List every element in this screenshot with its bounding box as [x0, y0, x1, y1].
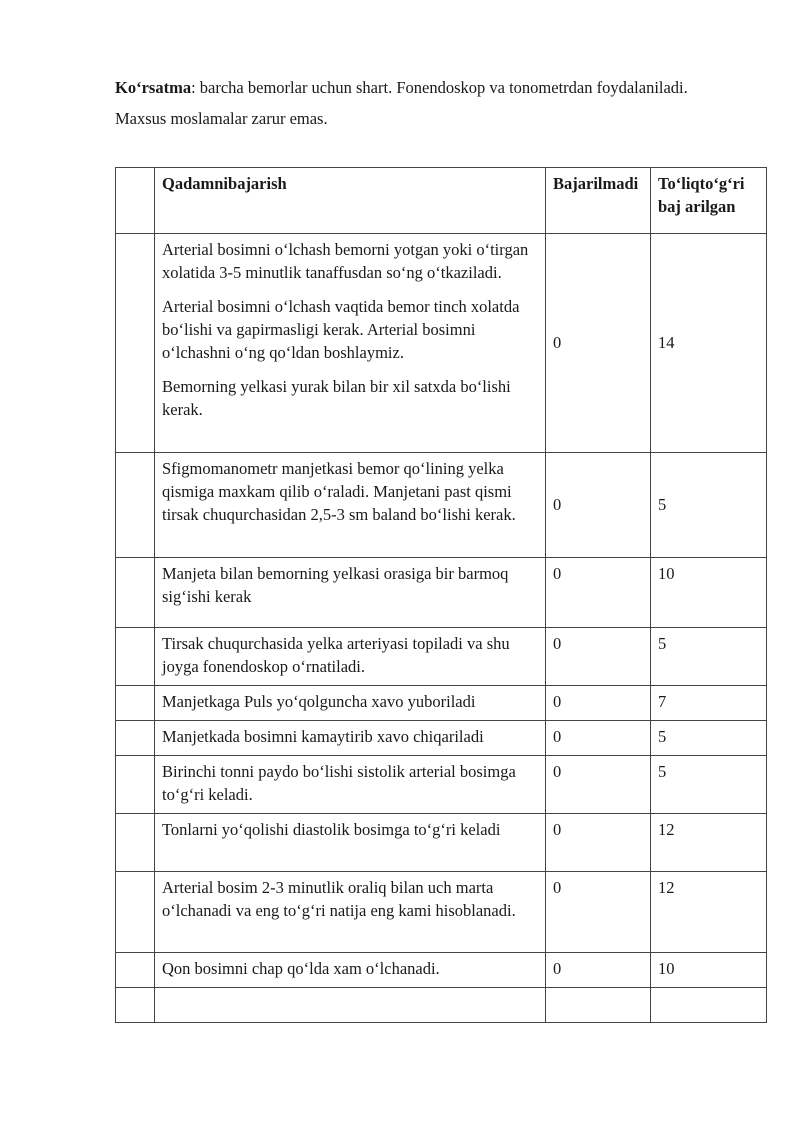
table-row: [116, 453, 767, 558]
table-row: [116, 814, 767, 872]
score-not-done-cell: 0: [546, 814, 651, 872]
step-text: Tonlarni yo‘qolishi diastolik bosimga to‘g‘ri keladi: [162, 820, 501, 839]
row-index-cell: [116, 686, 155, 721]
row-index-cell: [116, 628, 155, 686]
score-done-cell: 5: [651, 721, 767, 756]
step-text: Arterial bosimni o‘lchash bemorni yotgan yoki o‘tirgan xolatida 3-5 minutlik tanaffusdan so‘ng o‘tkaziladi.: [162, 240, 529, 282]
instructions-label: Ko‘rsatma: [115, 78, 192, 97]
score-not-done-cell: 0: [546, 953, 651, 988]
step-cell: [155, 872, 546, 953]
score-done-cell: 14: [651, 234, 767, 453]
score-not-done-cell: 0: [546, 628, 651, 686]
header-done: To‘liqto‘g‘ri baj arilgan: [651, 168, 767, 234]
score-not-done-cell: [546, 988, 651, 1023]
score-done-cell: 10: [651, 953, 767, 988]
table-row: [116, 988, 767, 1023]
row-index-cell: [116, 756, 155, 814]
row-index-cell: [116, 721, 155, 756]
step-cell: [155, 453, 546, 558]
row-index-cell: [116, 234, 155, 453]
instructions-text: : barcha bemorlar uchun shart. Fonendoskop va tonometrdan foydalaniladi.: [191, 78, 688, 97]
row-index-cell: [116, 558, 155, 628]
step-cell: [155, 686, 546, 721]
table-row: [116, 558, 767, 628]
score-not-done-cell: 0: [546, 686, 651, 721]
step-cell: [155, 234, 546, 453]
step-text: Arterial bosim 2-3 minutlik oraliq bilan uch marta o‘lchanadi va eng to‘g‘ri natija eng kami hisoblanadi.: [162, 878, 516, 920]
row-index-cell: [116, 453, 155, 558]
step-text: Manjeta bilan bemorning yelkasi orasiga bir barmoq sig‘ishi kerak: [162, 564, 509, 606]
score-not-done-cell: 0: [546, 872, 651, 953]
step-text: Manjetkaga Puls yo‘qolguncha xavo yuboriladi: [162, 692, 476, 711]
score-done-cell: 12: [651, 814, 767, 872]
score-done-cell: 5: [651, 628, 767, 686]
checklist-table: [115, 167, 767, 1023]
instructions-line-2: Maxsus moslamalar zarur emas.: [115, 109, 328, 128]
step-cell: [155, 558, 546, 628]
score-done-cell: 10: [651, 558, 767, 628]
table-row: [116, 953, 767, 988]
instructions-line-1: [115, 76, 695, 99]
step-text: Sfigmomanometr manjetkasi bemor qo‘lining yelka qismiga maxkam qilib o‘raladi. Manjetani past qismi tirsak chuqurchasidan 2,5-3 sm baland bo‘lishi kerak.: [162, 459, 516, 524]
row-index-cell: [116, 953, 155, 988]
step-cell: [155, 953, 546, 988]
score-done-cell: 7: [651, 686, 767, 721]
score-done-cell: 5: [651, 756, 767, 814]
score-not-done-cell: 0: [546, 756, 651, 814]
step-cell: [155, 814, 546, 872]
step-text: Qon bosimni chap qo‘lda xam o‘lchanadi.: [162, 959, 440, 978]
table-row: [116, 686, 767, 721]
step-cell: [155, 628, 546, 686]
score-not-done-cell: 0: [546, 453, 651, 558]
header-not-done: Bajarilmadi: [546, 168, 651, 234]
table-header-row: [116, 168, 767, 234]
instructions: [115, 76, 695, 138]
row-index-cell: [116, 814, 155, 872]
step-text: Manjetkada bosimni kamaytirib xavo chiqariladi: [162, 727, 484, 746]
step-text: Tirsak chuqurchasida yelka arteriyasi topiladi va shu joyga fonendoskop o‘rnatiladi.: [162, 634, 510, 676]
step-cell: [155, 721, 546, 756]
step-cell: [155, 988, 546, 1023]
header-step: Qadamnibajarish: [155, 168, 546, 234]
step-text: Bemorning yelkasi yurak bilan bir xil satxda bo‘lishi kerak.: [162, 377, 511, 419]
header-index: [116, 168, 155, 234]
score-done-cell: 12: [651, 872, 767, 953]
score-done-cell: 5: [651, 453, 767, 558]
table-row: [116, 234, 767, 453]
score-not-done-cell: 0: [546, 721, 651, 756]
table-row: [116, 872, 767, 953]
table-row: [116, 756, 767, 814]
table-row: [116, 721, 767, 756]
score-not-done-cell: 0: [546, 234, 651, 453]
row-index-cell: [116, 988, 155, 1023]
step-cell: [155, 756, 546, 814]
score-not-done-cell: 0: [546, 558, 651, 628]
step-text: Birinchi tonni paydo bo‘lishi sistolik arterial bosimga to‘g‘ri keladi.: [162, 762, 516, 804]
step-text: Arterial bosimni o‘lchash vaqtida bemor tinch xolatda bo‘lishi va gapirmasligi kerak. Arterial bosimni o‘lchashni o‘ng qo‘ldan boshlaymiz.: [162, 297, 520, 362]
score-done-cell: [651, 988, 767, 1023]
table-row: [116, 628, 767, 686]
row-index-cell: [116, 872, 155, 953]
table-body: [116, 234, 767, 1023]
